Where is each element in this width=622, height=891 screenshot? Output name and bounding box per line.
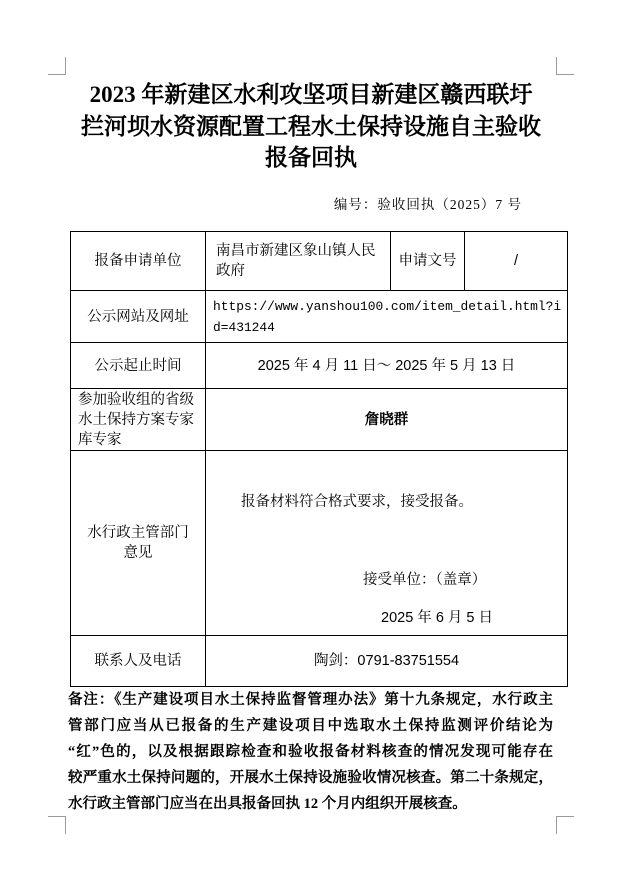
title-line: 2023 年新建区水利攻坚项目新建区赣西联圩	[89, 82, 533, 107]
applicant-label	[70, 231, 206, 291]
title-line: 报备回执	[265, 145, 357, 170]
period-value-text: 2025 年 4 月 11 日～ 2025 年 5 月 13 日	[257, 357, 516, 374]
contact-label-text: 联系人及电话	[94, 653, 182, 669]
doc-no-value	[464, 231, 568, 291]
crop-mark-top-right	[556, 57, 574, 75]
note-line: 管部门应当从已报备的生产建设项目中选取水土保持监测评价结论为	[68, 718, 553, 734]
applicant-label-text: 报备申请单位	[94, 253, 182, 269]
website-value	[205, 290, 568, 343]
expert-value-text: 詹晓群	[364, 411, 409, 428]
doc-no-label	[390, 231, 465, 291]
expert-label-text: 参加验收组的省级水土保持方案专家库专家	[78, 391, 194, 448]
opinion-label	[70, 450, 206, 636]
period-label-text: 公示起止时间	[94, 357, 182, 374]
crop-mark-bottom-left	[48, 816, 66, 834]
opinion-date: 2025 年 6 月 5 日	[381, 610, 494, 626]
website-label	[70, 290, 206, 343]
opinion-label-text: 水行政主管部门意见	[87, 525, 189, 561]
website-url: https://www.yanshou100.com/item_detail.html?id=431244	[213, 298, 562, 335]
period-value	[205, 342, 568, 389]
crop-mark-bottom-right	[556, 816, 574, 834]
note-line: “红”色的，以及根据跟踪检查和验收报备材料核查的情况发现可能存在	[68, 744, 553, 760]
applicant-value-text: 南昌市新建区象山镇人民政府	[216, 243, 376, 279]
document-title	[0, 79, 622, 174]
doc-no-value-text: /	[513, 253, 519, 269]
contact-label	[70, 635, 206, 687]
document-number: 编号：验收回执（2025）7 号	[333, 197, 522, 212]
crop-mark-top-left	[48, 57, 66, 75]
expert-label	[70, 388, 206, 451]
expert-value	[205, 388, 568, 451]
opinion-text: 报备材料符合格式要求，接受报备。	[241, 494, 473, 510]
website-label-text: 公示网站及网址	[87, 308, 189, 325]
note-line: 备注：《生产建设项目水土保持监督管理办法》第十九条规定，水行政主	[68, 692, 553, 708]
contact-value-text: 陶剑：0791-83751554	[313, 653, 460, 669]
note-line: 较严重水土保持问题的，开展水土保持设施验收情况核查。第二十条规定，	[68, 770, 553, 786]
opinion-cell	[205, 450, 568, 636]
applicant-value	[205, 231, 391, 291]
opinion-receiving-unit: 接受单位：（盖章）	[363, 572, 487, 588]
contact-value	[205, 635, 568, 687]
note-line: 水行政主管部门应当在出具报备回执 12 个月内组织开展核查。	[68, 796, 467, 812]
title-line: 拦河坝水资源配置工程水土保持设施自主验收	[81, 113, 541, 139]
remarks-note	[68, 687, 553, 817]
receipt-table	[70, 231, 568, 687]
period-label	[70, 342, 206, 389]
doc-no-label-text: 申请文号	[398, 253, 457, 269]
